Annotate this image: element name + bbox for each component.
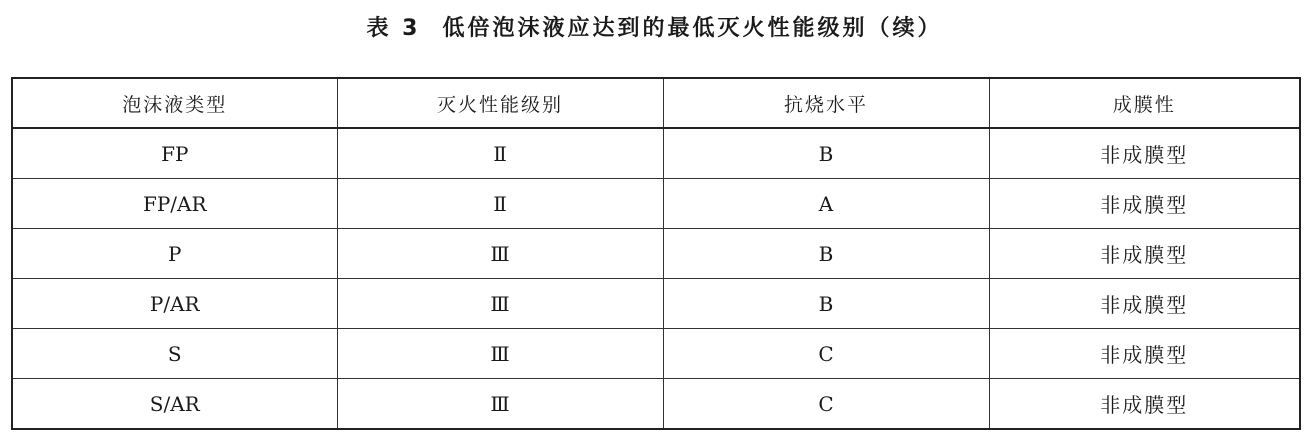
table-row xyxy=(12,128,1300,179)
cell-film-forming: 非成膜型 xyxy=(989,329,1300,379)
table-header-row xyxy=(12,78,1300,128)
cell-extinguishing-class: Ⅲ xyxy=(337,229,663,279)
cell-foam-type: FP xyxy=(12,128,337,179)
cell-foam-type: P xyxy=(12,229,337,279)
cell-film-forming: 非成膜型 xyxy=(989,128,1300,179)
cell-extinguishing-class: Ⅱ xyxy=(337,128,663,179)
header-burnback-level: 抗烧水平 xyxy=(663,78,989,128)
cell-extinguishing-class: Ⅱ xyxy=(337,179,663,229)
cell-foam-type: P/AR xyxy=(12,279,337,329)
cell-film-forming: 非成膜型 xyxy=(989,279,1300,329)
header-film-forming: 成膜性 xyxy=(989,78,1300,128)
cell-burnback-level: B xyxy=(663,128,989,179)
table-title: 低倍泡沫液应达到的最低灭火性能级别（续） xyxy=(442,15,943,41)
cell-film-forming: 非成膜型 xyxy=(989,379,1300,430)
cell-film-forming: 非成膜型 xyxy=(989,229,1300,279)
table-row xyxy=(12,229,1300,279)
table-row xyxy=(12,279,1300,329)
header-extinguishing-class: 灭火性能级别 xyxy=(337,78,663,128)
table-caption xyxy=(0,8,1309,44)
table-row xyxy=(12,329,1300,379)
performance-table xyxy=(11,77,1301,430)
cell-extinguishing-class: Ⅲ xyxy=(337,379,663,430)
cell-burnback-level: A xyxy=(663,179,989,229)
cell-foam-type: S/AR xyxy=(12,379,337,430)
cell-burnback-level: C xyxy=(663,379,989,430)
header-foam-type: 泡沫液类型 xyxy=(12,78,337,128)
table-row xyxy=(12,379,1300,430)
table-number: 表 3 xyxy=(366,15,421,41)
cell-extinguishing-class: Ⅲ xyxy=(337,329,663,379)
cell-foam-type: FP/AR xyxy=(12,179,337,229)
table-row xyxy=(12,179,1300,229)
cell-foam-type: S xyxy=(12,329,337,379)
cell-burnback-level: C xyxy=(663,329,989,379)
cell-burnback-level: B xyxy=(663,229,989,279)
cell-extinguishing-class: Ⅲ xyxy=(337,279,663,329)
cell-burnback-level: B xyxy=(663,279,989,329)
cell-film-forming: 非成膜型 xyxy=(989,179,1300,229)
